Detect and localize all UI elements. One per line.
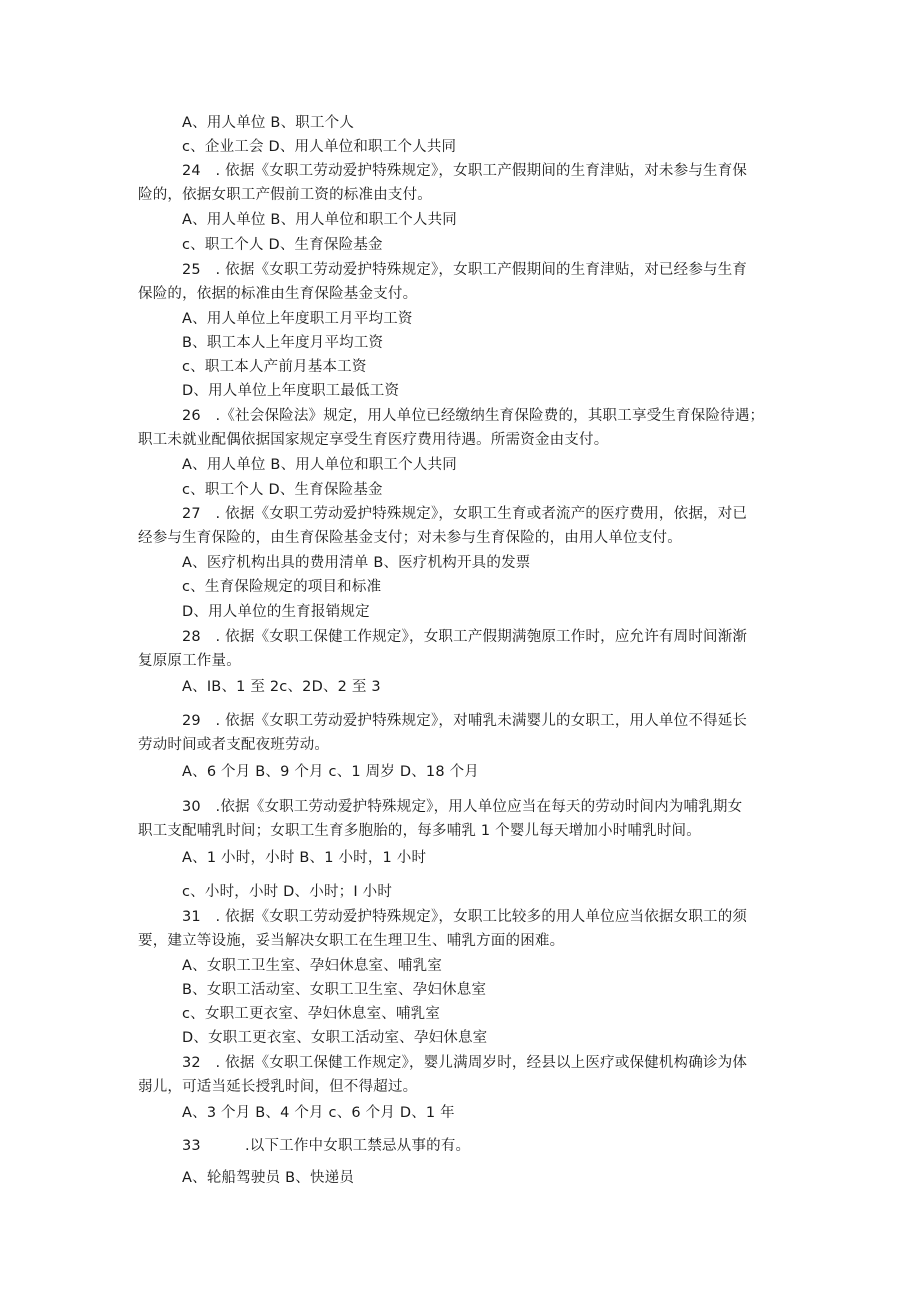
option-line: A、用人单位 B、用人单位和职工个人共同 — [182, 457, 457, 473]
option-line: D、用人单位的生育报销规定 — [182, 604, 370, 620]
option-line: B、职工本人上年度月平均工资 — [182, 335, 384, 351]
option-line: D、用人单位上年度职工最低工资 — [182, 383, 400, 399]
option-line: c、企业工会 D、用人单位和职工个人共同 — [182, 139, 457, 155]
option-line: B、女职工活动室、女职工卫生室、孕妇休息室 — [182, 982, 487, 998]
question-27-line-1: 27 . 依据《女职工劳动爱护特殊规定》，女职工生育或者流产的医疗费用，依据，对已 — [182, 506, 748, 522]
question-29-line-2: 劳动时间或者支配夜班劳动。 — [138, 737, 330, 753]
option-line: A、用人单位 B、职工个人 — [182, 115, 355, 131]
option-line: A、用人单位 B、用人单位和职工个人共同 — [182, 212, 457, 228]
option-line: c、职工个人 D、生育保险基金 — [182, 482, 383, 498]
option-line: c、生育保险规定的项目和标准 — [182, 579, 382, 595]
question-29-line-1: 29 . 依据《女职工劳动爱护特殊规定》，对哺乳未满婴儿的女职工，用人单位不得延长 — [182, 713, 748, 729]
option-line: c、小时，小时 D、小时；I 小时 — [182, 884, 393, 900]
option-line: A、医疗机构出具的费用清单 B、医疗机构开具的发票 — [182, 555, 531, 571]
option-line: A、轮船驾驶员 B、快递员 — [182, 1170, 355, 1186]
option-line: A、女职工卫生室、孕妇休息室、哺乳室 — [182, 958, 443, 974]
question-28-line-2: 复原原工作量。 — [138, 653, 241, 669]
question-31-line-1: 31 . 依据《女职工劳动爱护特殊规定》，女职工比较多的用人单位应当依据女职工的须 — [182, 909, 748, 925]
question-32-line-1: 32 . 依据《女职工保健工作规定》，婴儿满周岁时，经县以上医疗或保健机构确诊为体 — [182, 1055, 748, 1071]
question-32-line-2: 弱儿，可适当延长授乳时间，但不得超过。 — [138, 1079, 418, 1095]
option-line: A、用人单位上年度职工月平均工资 — [182, 311, 413, 327]
question-31-line-2: 要，建立等设施，妥当解决女职工在生理卫生、哺乳方面的困难。 — [138, 933, 565, 949]
question-24-line-1: 24 . 依据《女职工劳动爱护特殊规定》，女职工产假期间的生育津贴，对未参与生育保 — [182, 163, 748, 179]
option-line: A、1 小时，小时 B、1 小时，1 小时 — [182, 850, 427, 866]
option-line: A、3 个月 B、4 个月 c、6 个月 D、1 年 — [182, 1105, 455, 1121]
question-30-line-2: 职工支配哺乳时间；女职工生育多胞胎的，每多哺乳 1 个婴儿每天增加小时哺乳时间。 — [138, 823, 701, 839]
option-line: D、女职工更衣室、女职工活动室、孕妇休息室 — [182, 1030, 488, 1046]
question-28-line-1: 28 . 依据《女职工保健工作规定》，女职工产假期满匏原工作时，应允许有周时间渐渐 — [182, 629, 748, 645]
option-line: c、职工个人 D、生育保险基金 — [182, 237, 383, 253]
option-line: A、IB、1 至 2c、2D、2 至 3 — [182, 679, 381, 695]
question-26-line-2: 职工未就业配偶依据国家规定享受生育医疗费用待遇。所需资金由支付。 — [138, 432, 609, 448]
question-26-line-1: 26 .《社会保险法》规定，用人单位已经缴纳生育保险费的，其职工享受生育保险待遇； — [182, 408, 765, 424]
question-27-line-2: 经参与生育保险的，由生育保险基金支付；对未参与生育保险的，由用人单位支付。 — [138, 530, 682, 546]
question-25-line-2: 保险的，依据的标准由生育保险基金支付。 — [138, 286, 418, 302]
question-33-line-1: 33 .以下工作中女职工禁忌从事的有。 — [182, 1138, 471, 1154]
question-24-line-2: 险的，依据女职工产假前工资的标准由支付。 — [138, 187, 432, 203]
option-line: c、女职工更衣室、孕妇休息室、哺乳室 — [182, 1006, 441, 1022]
question-30-line-1: 30 .依据《女职工劳动爱护特殊规定》，用人单位应当在每天的劳动时间内为哺乳期女 — [182, 799, 743, 815]
option-line: c、职工本人产前月基本工资 — [182, 359, 367, 375]
option-line: A、6 个月 B、9 个月 c、1 周岁 D、18 个月 — [182, 764, 479, 780]
question-25-line-1: 25 . 依据《女职工劳动爱护特殊规定》，女职工产假期间的生育津贴，对已经参与生育 — [182, 262, 748, 278]
